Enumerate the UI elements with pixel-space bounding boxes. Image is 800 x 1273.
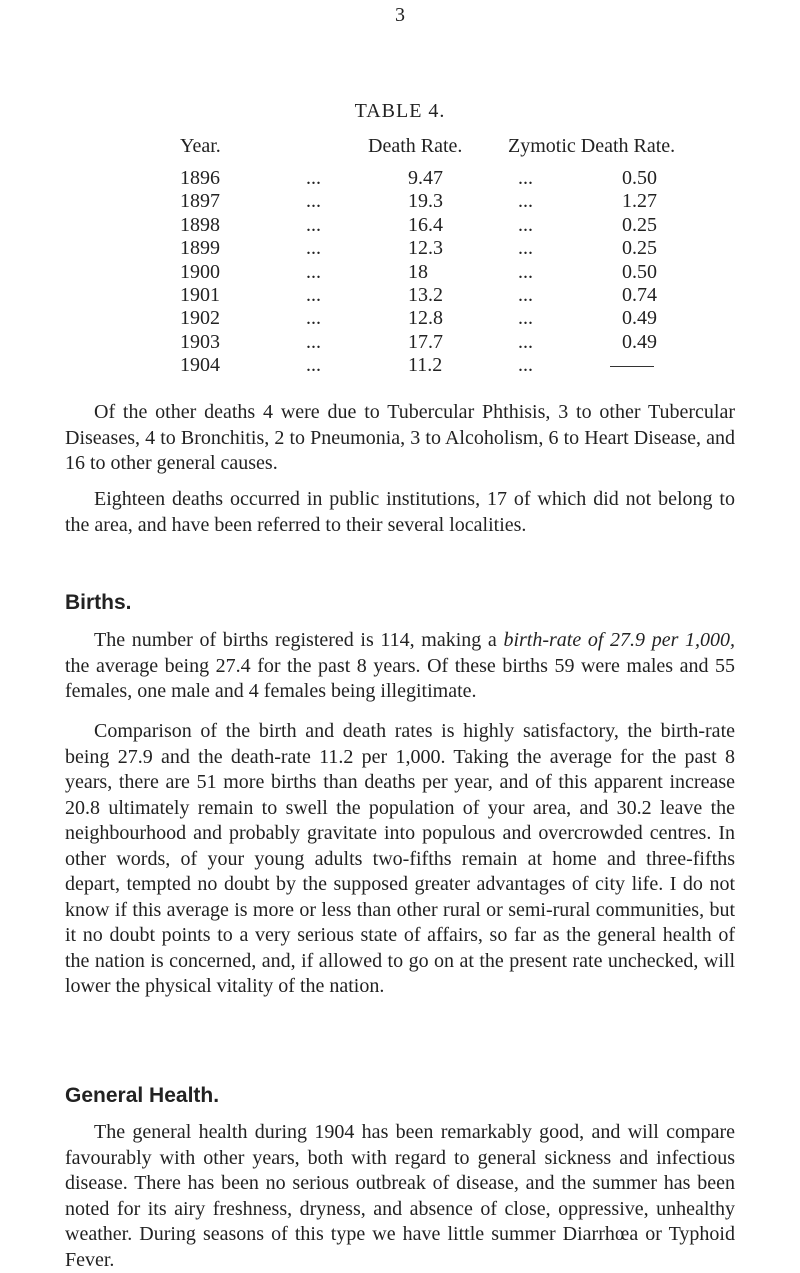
cell-zymotic-rate: 1.27 <box>622 190 657 213</box>
births-rate-italic: birth-rate of 27.9 per 1,000, <box>503 629 735 651</box>
cell-zymotic-dash <box>610 366 654 367</box>
paragraph-births-1 <box>65 628 735 705</box>
cell-leader-dots: ... <box>306 284 321 306</box>
cell-leader-dots: ... <box>518 260 533 283</box>
cell-leader-dots: ... <box>306 260 321 283</box>
cell-zymotic-rate: 0.49 <box>622 307 657 330</box>
cell-year: 1897 <box>180 190 220 213</box>
births-text-a: The number of births registered is 114, making a <box>94 629 504 651</box>
cell-zymotic-rate: 0.50 <box>622 167 657 189</box>
cell-year: 1899 <box>180 237 220 260</box>
table-row <box>0 284 800 308</box>
cell-leader-dots: ... <box>306 190 321 213</box>
cell-leader-dots: ... <box>518 284 533 306</box>
cell-leader-dots: ... <box>518 237 533 260</box>
cell-death-rate: 17.7 <box>408 330 443 353</box>
paragraph-public-institutions: Eighteen deaths occurred in public institutions, 17 of which did not belong to the area, and have been referred to their several localities. <box>65 488 735 536</box>
cell-year: 1898 <box>180 213 220 236</box>
cell-year: 1900 <box>180 260 220 283</box>
cell-death-rate: 13.2 <box>408 284 443 306</box>
table-row <box>0 214 800 238</box>
cell-leader-dots: ... <box>306 213 321 236</box>
cell-leader-dots: ... <box>518 330 533 353</box>
cell-death-rate: 16.4 <box>408 213 443 236</box>
heading-general-health: General Health. <box>65 1084 220 1107</box>
cell-zymotic-rate: 0.74 <box>622 284 657 306</box>
table-row <box>0 237 800 261</box>
cell-leader-dots: ... <box>306 167 321 189</box>
cell-leader-dots: ... <box>518 190 533 213</box>
table-row <box>0 190 800 214</box>
cell-zymotic-rate: 0.50 <box>622 260 657 283</box>
cell-zymotic-rate: 0.25 <box>622 237 657 260</box>
cell-leader-dots: ... <box>306 330 321 353</box>
cell-death-rate: 9.47 <box>408 167 443 189</box>
table-title: TABLE 4. <box>354 100 446 122</box>
cell-leader-dots: ... <box>306 354 321 377</box>
page-number: 3 <box>395 4 405 26</box>
table-row <box>0 307 800 331</box>
cell-leader-dots: ... <box>518 307 533 330</box>
table-row <box>0 167 800 191</box>
table-header-year: Year. <box>180 135 221 157</box>
table-row <box>0 261 800 285</box>
cell-year: 1896 <box>180 167 220 189</box>
cell-death-rate: 11.2 <box>408 354 443 377</box>
table-header-death-rate: Death Rate. <box>368 135 463 157</box>
cell-leader-dots: ... <box>306 237 321 260</box>
cell-leader-dots: ... <box>518 213 533 236</box>
cell-zymotic-rate: 0.25 <box>622 213 657 236</box>
cell-death-rate: 19.3 <box>408 190 443 213</box>
paragraph-other-deaths: Of the other deaths 4 were due to Tubercular Phthisis, 3 to other Tubercular Diseases, 4 to Bronchitis, 2 to Pneumonia, 3 to Alcoholism, 6 to Heart Disease, and 16 to other general causes. <box>65 401 735 474</box>
births-text-b: the average being 27.4 for the past 8 years. Of these births 59 were males and 55 females, one male and 4 females being illegitimate. <box>65 654 735 702</box>
table-row <box>0 331 800 355</box>
cell-death-rate: 12.3 <box>408 237 443 260</box>
cell-death-rate: 12.8 <box>408 307 443 330</box>
heading-births: Births. <box>65 591 132 614</box>
cell-leader-dots: ... <box>518 354 533 377</box>
paragraph-general-health: The general health during 1904 has been remarkably good, and will compare favourably with other years, both with regard to general sickness and infectious disease. There has been no serious outbreak of disease, and the summer has been noted for its airy freshness, dryness, and absence of close, oppressive, unhealthy weather. During seasons of this type we have little summer Diarrhœa or Typhoid Fever. <box>65 1121 735 1271</box>
cell-year: 1904 <box>180 354 220 377</box>
table-row <box>0 354 800 378</box>
cell-year: 1903 <box>180 330 220 353</box>
table-header-zymotic: Zymotic Death Rate. <box>508 135 676 157</box>
cell-death-rate: 18 <box>408 260 428 283</box>
cell-year: 1901 <box>180 284 220 306</box>
cell-leader-dots: ... <box>306 307 321 330</box>
paragraph-births-2: Comparison of the birth and death rates is highly satisfactory, the birth-rate being 27.9 and the death-rate 11.2 per 1,000. Taking the average for the past 8 years, there are 51 more births than deaths per year, and of this apparent increase 20.8 ultimately remain to swell the population of your area, and 30.2 leave the neighbourhood and probably gravitate into populous and overcrowded centres. In other words, of your young adults two-fifths remain at home and three-fifths depart, tempted no doubt by the supposed greater advantages of city life. I do not know if this average is more or less than other rural or semi-rural communities, but it no doubt points to a very serious state of affairs, so far as the general health of the nation is concerned, and, if allowed to go on at the present rate unchecked, will lower the physical vitality of the nation. <box>65 720 735 997</box>
cell-year: 1902 <box>180 307 220 330</box>
cell-zymotic-rate: 0.49 <box>622 330 657 353</box>
cell-leader-dots: ... <box>518 167 533 189</box>
